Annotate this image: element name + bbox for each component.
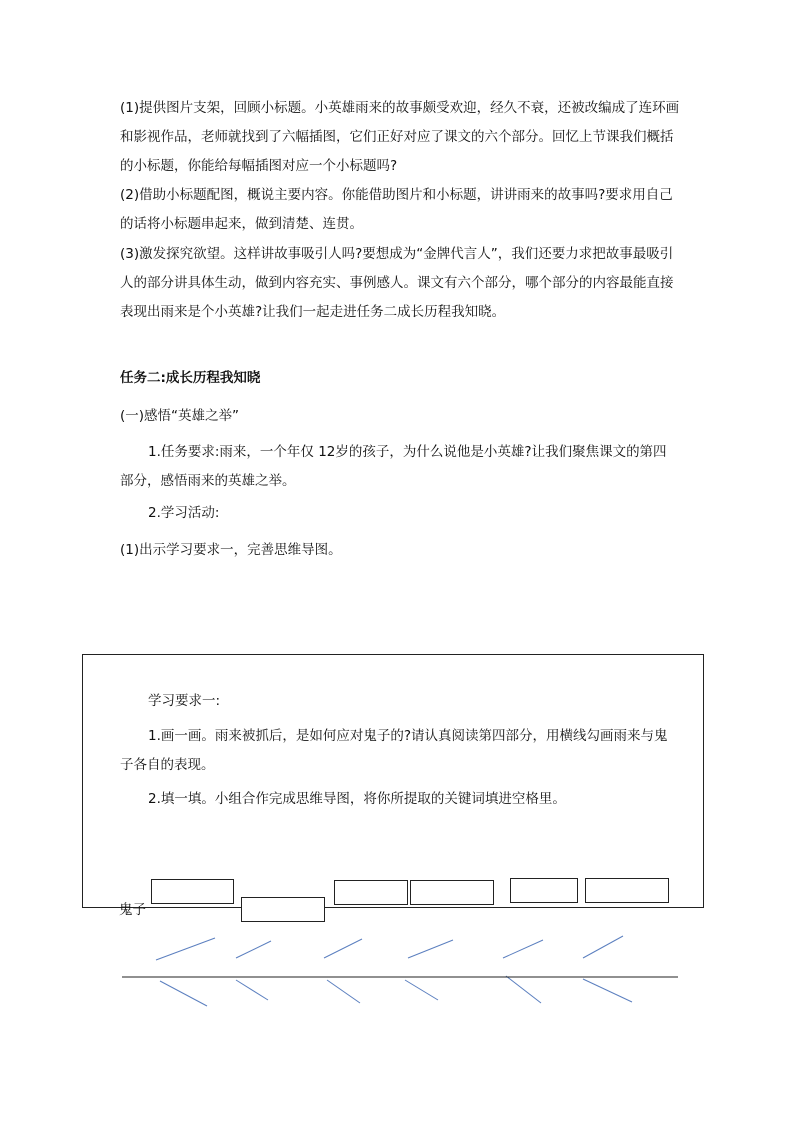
blank-box-2[interactable] xyxy=(241,897,325,922)
branch-line xyxy=(324,939,362,958)
blank-box-4[interactable] xyxy=(410,880,494,905)
branch-line xyxy=(503,940,543,958)
intro-paragraph-1: (1)提供图片支架，回顾小标题。小英雄雨来的故事颇受欢迎，经久不衰，还被改编成了连环画和影视作品，老师就找到了六幅插图，它们正好对应了课文的六个部分。回忆上节课我们概括的小标题，你能给每幅插图对应一个小标题吗? xyxy=(120,100,680,174)
branch-line xyxy=(583,936,623,958)
box-item-1: 1.画一画。雨来被抓后，是如何应对鬼子的?请认真阅读第四部分，用横线勾画雨来与鬼子各自的表现。 xyxy=(120,728,668,773)
diagram-label: 鬼子 xyxy=(119,902,146,918)
activity-1: (1)出示学习要求一，完善思维导图。 xyxy=(120,542,342,558)
task2-title: 任务二:成长历程我知晓 xyxy=(120,370,261,386)
activity-title: 2.学习活动: xyxy=(148,505,220,521)
branch-line xyxy=(327,980,360,1003)
intro-paragraph-3: (3)激发探究欲望。这样讲故事吸引人吗?要想成为“金牌代言人”，我们还要力求把故事最吸引人的部分讲具体生动，做到内容充实、事例感人。课文有六个部分，哪个部分的内容最能直接表现出雨来是个小英雄?让我们一起走进任务二成长历程我知晓。 xyxy=(120,246,674,320)
branch-line xyxy=(408,940,453,958)
branch-line xyxy=(156,938,215,960)
blank-box-1[interactable] xyxy=(151,879,234,904)
branch-line xyxy=(236,980,268,1000)
branch-line xyxy=(506,976,541,1003)
branch-line xyxy=(160,981,207,1006)
branch-line xyxy=(405,980,438,1000)
intro-paragraph-2: (2)借助小标题配图，概说主要内容。你能借助图片和小标题，讲讲雨来的故事吗?要求用自己的话将小标题串起来，做到清楚、连贯。 xyxy=(120,187,673,232)
blank-box-3[interactable] xyxy=(334,880,408,905)
section-heading: (一)感悟“英雄之举” xyxy=(120,408,240,424)
task-requirement: 1.任务要求:雨来，一个年仅 12岁的孩子，为什么说他是小英雄?让我们聚焦课文的第四部分，感悟雨来的英雄之举。 xyxy=(120,444,667,489)
box-heading: 学习要求一: xyxy=(148,693,221,709)
blank-box-5[interactable] xyxy=(510,878,578,903)
box-item-2: 2.填一填。小组合作完成思维导图，将你所提取的关键词填进空格里。 xyxy=(148,791,566,807)
branch-line xyxy=(583,979,632,1002)
blank-box-6[interactable] xyxy=(585,878,669,903)
branch-line xyxy=(236,941,271,958)
